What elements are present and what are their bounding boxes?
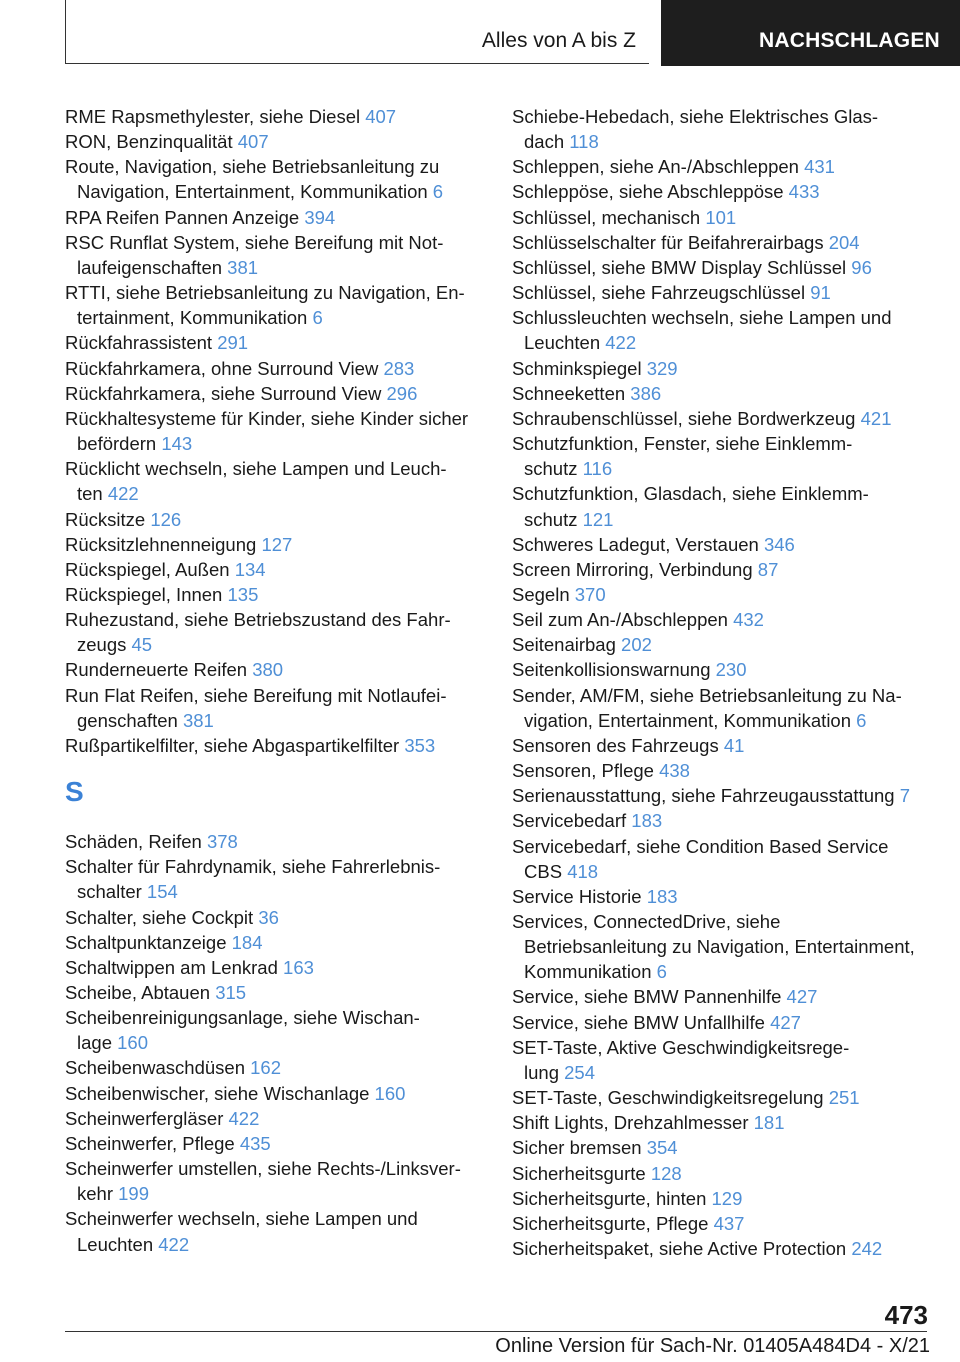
- entry-term: Sicherheitsgurte: [512, 1162, 646, 1184]
- page-reference-link[interactable]: 230: [715, 659, 747, 681]
- page-reference-link[interactable]: 427: [786, 986, 818, 1008]
- entry-term: RON, Benzinqualität: [65, 131, 233, 153]
- index-entry: [65, 930, 485, 955]
- index-entry: [512, 1211, 932, 1236]
- page-reference-link[interactable]: 160: [374, 1082, 406, 1104]
- index-entry: [65, 104, 485, 129]
- header-rule-bottom: [65, 63, 649, 64]
- entry-term-continued: dach: [524, 131, 565, 153]
- entry-term: Schaltpunktanzeige: [65, 931, 227, 953]
- entry-term: Service Historie: [512, 885, 642, 907]
- entry-term: Schutzfunktion, Fenster, siehe Einklemm-: [512, 433, 853, 455]
- index-entry: [65, 1081, 485, 1106]
- index-entry: [65, 230, 485, 280]
- entry-term: Schlussleuchten wechseln, siehe Lampen und: [512, 307, 892, 329]
- entry-term: Rücksitze: [65, 508, 146, 530]
- entry-term: Runderneuerte Reifen: [65, 659, 248, 681]
- index-entry: [512, 1135, 932, 1160]
- entry-term: Service, siehe BMW Unfallhilfe: [512, 1011, 765, 1033]
- index-entry: [512, 632, 932, 657]
- index-entry: [512, 1010, 932, 1035]
- page-reference-link[interactable]: 354: [646, 1137, 678, 1159]
- entry-term-continued: schutz: [524, 508, 578, 530]
- index-entry: [65, 1005, 485, 1055]
- page-reference-link[interactable]: 163: [283, 956, 314, 978]
- page-reference-link[interactable]: 353: [404, 734, 436, 756]
- entry-term: RSC Runflat System, siehe Bereifung mit Not-: [65, 231, 444, 253]
- page-reference-link[interactable]: 127: [261, 533, 293, 555]
- index-entry: [512, 154, 932, 179]
- page-reference-link[interactable]: 160: [117, 1032, 148, 1054]
- entry-term-continued: lung: [524, 1061, 559, 1083]
- entry-term-continued: genschaften: [77, 709, 178, 731]
- entry-term: Schalter für Fahrdynamik, siehe Fahrerlebnis-: [65, 856, 441, 878]
- index-entry: [512, 984, 932, 1009]
- index-entry: [65, 129, 485, 154]
- page-reference-link[interactable]: 204: [828, 231, 860, 253]
- page-reference-link[interactable]: 407: [237, 131, 269, 153]
- page-reference-link[interactable]: 41: [723, 734, 745, 756]
- index-entry: [512, 1161, 932, 1186]
- page-reference-link[interactable]: 101: [705, 206, 737, 228]
- page-reference-link[interactable]: 422: [107, 483, 139, 505]
- entry-term: Schleppöse, siehe Abschleppöse: [512, 181, 784, 203]
- page-reference-link[interactable]: 45: [131, 634, 153, 656]
- section-letter: S: [65, 776, 84, 808]
- page-reference-link[interactable]: 183: [646, 885, 678, 907]
- entry-term-continued: laufeigenschaften: [77, 256, 223, 278]
- footer-rule: [65, 1331, 927, 1332]
- entry-term: Sensoren, Pflege: [512, 760, 654, 782]
- index-entry: [65, 381, 485, 406]
- page-reference-link[interactable]: 6: [856, 709, 867, 731]
- index-entry: [65, 280, 485, 330]
- index-entry: [65, 829, 485, 854]
- entry-term: Schalter, siehe Cockpit: [65, 906, 254, 928]
- page-reference-link[interactable]: 407: [365, 106, 397, 127]
- index-entry: [512, 884, 932, 909]
- page-reference-link[interactable]: 386: [630, 382, 662, 404]
- page-reference-link[interactable]: 381: [227, 256, 259, 278]
- entry-term-continued: vigation, Entertainment, Kommunikation: [524, 709, 852, 731]
- entry-term: Route, Navigation, siehe Betriebsanleitung zu: [65, 156, 440, 178]
- entry-term: Schlüsselschalter für Beifahrerairbags: [512, 231, 824, 253]
- entry-term: Sicherheitspaket, siehe Active Protection: [512, 1238, 847, 1260]
- entry-term: Scheinwerfer wechseln, siehe Lampen und: [65, 1208, 418, 1230]
- entry-term: Rückfahrassistent: [65, 332, 213, 354]
- index-entry: [512, 1186, 932, 1211]
- index-entry: [65, 733, 485, 758]
- entry-term: Schiebe-Hebedach, siehe Elektrisches Glas-: [512, 106, 879, 127]
- entry-term: Scheinwerfer, Pflege: [65, 1132, 235, 1154]
- index-entry: [512, 280, 932, 305]
- header-rule-left: [65, 0, 66, 64]
- page-reference-link[interactable]: 91: [810, 282, 831, 304]
- entry-term: Rücksitzlehnenneigung: [65, 533, 257, 555]
- index-entry: [512, 104, 932, 154]
- page-reference-link[interactable]: 126: [150, 508, 182, 530]
- entry-term: Rückhaltesysteme für Kinder, siehe Kinder sicher: [65, 407, 469, 429]
- index-entry: [65, 330, 485, 355]
- page-reference-link[interactable]: 291: [217, 332, 249, 354]
- page-reference-link[interactable]: 433: [788, 181, 820, 203]
- index-entry: [512, 657, 932, 682]
- entry-term: Servicebedarf: [512, 810, 627, 832]
- index-entry: [512, 557, 932, 582]
- index-entry: [512, 1085, 932, 1110]
- page-reference-link[interactable]: 199: [118, 1183, 150, 1205]
- index-entry: [65, 406, 485, 456]
- entry-term: Schweres Ladegut, Verstauen: [512, 533, 759, 555]
- page-reference-link[interactable]: 346: [763, 533, 795, 555]
- entry-term: RPA Reifen Pannen Anzeige: [65, 206, 300, 228]
- entry-term: Screen Mirroring, Verbindung: [512, 558, 753, 580]
- entry-term: Schlüssel, mechanisch: [512, 206, 701, 228]
- entry-term: SET-Taste, Geschwindigkeitsregelung: [512, 1087, 824, 1109]
- page-reference-link[interactable]: 296: [386, 382, 418, 404]
- index-entry: [65, 607, 485, 657]
- page-reference-link[interactable]: 422: [605, 332, 637, 354]
- entry-term: RME Rapsmethylester, siehe Diesel: [65, 106, 361, 127]
- page-reference-link[interactable]: 129: [711, 1187, 743, 1209]
- entry-term: Schutzfunktion, Glasdach, siehe Einklemm-: [512, 483, 869, 505]
- entry-term: Seitenkollisionswarnung: [512, 659, 711, 681]
- entry-term: Scheibenwaschdüsen: [65, 1057, 245, 1079]
- index-entry: [512, 205, 932, 230]
- entry-term: Seitenairbag: [512, 634, 616, 656]
- index-entry: [512, 808, 932, 833]
- page-number: 473: [884, 1300, 928, 1330]
- index-entry: [512, 381, 932, 406]
- chapter-tab: [661, 0, 960, 66]
- page-reference-link[interactable]: 418: [567, 860, 599, 882]
- page-reference-link[interactable]: 135: [227, 583, 259, 605]
- page-reference-link[interactable]: 202: [621, 634, 652, 656]
- page-reference-link[interactable]: 370: [574, 583, 606, 605]
- page-reference-link[interactable]: 181: [753, 1112, 785, 1134]
- entry-term: Sicherheitsgurte, Pflege: [512, 1212, 709, 1234]
- index-entry: [512, 305, 932, 355]
- entry-term: Schneeketten: [512, 382, 626, 404]
- index-entry: [512, 1035, 932, 1085]
- index-entry: [512, 1236, 932, 1261]
- page-reference-link[interactable]: 143: [161, 433, 193, 455]
- page-reference-link[interactable]: 6: [312, 307, 323, 329]
- index-entry: [512, 406, 932, 431]
- page-reference-link[interactable]: 116: [582, 458, 613, 480]
- entry-term: Schäden, Reifen: [65, 831, 202, 853]
- entry-term: Sicher bremsen: [512, 1137, 642, 1159]
- entry-term: Sender, AM/FM, siehe Betriebsanleitung zu Na-: [512, 684, 902, 706]
- index-entries-r: [65, 104, 485, 758]
- index-entry: [512, 783, 932, 808]
- index-entry: [65, 205, 485, 230]
- page-reference-link[interactable]: 251: [828, 1087, 860, 1109]
- entry-term-continued: befördern: [77, 433, 157, 455]
- index-entry: [512, 758, 932, 783]
- entry-term: Scheibenreinigungsanlage, siehe Wischan-: [65, 1007, 420, 1029]
- index-entry: [65, 557, 485, 582]
- entry-term: Shift Lights, Drehzahlmesser: [512, 1112, 749, 1134]
- page-reference-link[interactable]: 162: [250, 1057, 282, 1079]
- index-entry: [65, 683, 485, 733]
- entry-term-continued: kehr: [77, 1183, 113, 1205]
- index-entry: [65, 532, 485, 557]
- index-entry: [65, 154, 485, 204]
- entry-term: Ruhezustand, siehe Betriebszustand des Fahr-: [65, 609, 451, 631]
- page-reference-link[interactable]: 381: [182, 709, 214, 731]
- page-reference-link[interactable]: 378: [206, 831, 238, 853]
- entry-term-continued: schalter: [77, 881, 142, 903]
- index-entries-s: [65, 829, 485, 1257]
- entry-term: Scheibenwischer, siehe Wischanlage: [65, 1082, 370, 1104]
- page-reference-link[interactable]: 432: [733, 609, 764, 631]
- entry-term: Rückfahrkamera, siehe Surround View: [65, 382, 382, 404]
- index-entry: [512, 431, 932, 481]
- entry-term: Schlüssel, siehe BMW Display Schlüssel: [512, 256, 847, 278]
- entry-term-continued: Kommunikation: [524, 961, 652, 983]
- index-column-left: [65, 104, 485, 1257]
- entry-term-continued: Leuchten: [524, 332, 601, 354]
- page-reference-link[interactable]: 96: [851, 256, 872, 278]
- index-entry: [512, 909, 932, 984]
- page-reference-link[interactable]: 329: [646, 357, 678, 379]
- index-entry: [65, 1131, 485, 1156]
- entry-term: Rücklicht wechseln, siehe Lampen und Leuch-: [65, 458, 447, 480]
- entry-term-continued: tertainment, Kommunikation: [77, 307, 308, 329]
- page-reference-link[interactable]: 121: [582, 508, 614, 530]
- index-entry: [512, 1110, 932, 1135]
- entry-term-continued: Leuchten: [77, 1233, 154, 1255]
- entry-term-continued: zeugs: [77, 634, 127, 656]
- entry-term: Schminkspiegel: [512, 357, 642, 379]
- page-reference-link[interactable]: 380: [252, 659, 284, 681]
- entry-term: Segeln: [512, 583, 570, 605]
- index-entry: [65, 1055, 485, 1080]
- entry-term: Sicherheitsgurte, hinten: [512, 1187, 707, 1209]
- entry-term: Schleppen, siehe An-/Abschleppen: [512, 156, 799, 178]
- index-entry: [65, 854, 485, 904]
- page-reference-link[interactable]: 87: [757, 558, 779, 580]
- index-entry: [512, 255, 932, 280]
- entry-term: Scheinwerfergläser: [65, 1107, 224, 1129]
- page-reference-link[interactable]: 36: [258, 906, 279, 928]
- entry-term-continued: schutz: [524, 458, 578, 480]
- page-reference-link[interactable]: 242: [851, 1238, 883, 1260]
- entry-term: Rückspiegel, Außen: [65, 558, 230, 580]
- page-reference-link[interactable]: 254: [564, 1061, 595, 1083]
- index-entry: [65, 582, 485, 607]
- index-entry: [512, 481, 932, 531]
- index-entry: [65, 980, 485, 1005]
- index-entry: [512, 733, 932, 758]
- entry-term: Run Flat Reifen, siehe Bereifung mit Notlaufei-: [65, 684, 447, 706]
- entry-term: Servicebedarf, siehe Condition Based Service: [512, 835, 889, 857]
- page-reference-link[interactable]: 118: [569, 131, 599, 153]
- page-reference-link[interactable]: 427: [770, 1011, 801, 1033]
- page-reference-link[interactable]: 437: [713, 1212, 745, 1234]
- page-reference-link[interactable]: 128: [650, 1162, 682, 1184]
- index-entry: [65, 456, 485, 506]
- page-reference-link[interactable]: 283: [383, 357, 415, 379]
- index-entry: [65, 657, 485, 682]
- entry-term-continued: ten: [77, 483, 103, 505]
- online-version-note: Online Version für Sach-Nr. 01405A484D4 - X/21: [495, 1335, 930, 1357]
- entry-term-continued: lage: [77, 1032, 112, 1054]
- entry-term: Schraubenschlüssel, siehe Bordwerkzeug: [512, 407, 856, 429]
- entry-term: Rückfahrkamera, ohne Surround View: [65, 357, 379, 379]
- entry-term: Schlüssel, siehe Fahrzeugschlüssel: [512, 282, 806, 304]
- index-entry: [512, 834, 932, 884]
- index-entry: [512, 230, 932, 255]
- index-entry: [65, 1206, 485, 1256]
- entry-term: Serienausstattung, siehe Fahrzeugausstattung: [512, 785, 895, 807]
- entry-term: Schaltwippen am Lenkrad: [65, 956, 278, 978]
- entry-term: Scheinwerfer umstellen, siehe Rechts-/Linksver-: [65, 1158, 461, 1180]
- index-entry: [512, 532, 932, 557]
- entry-term-continued: CBS: [524, 860, 563, 882]
- index-entry: [512, 683, 932, 733]
- index-entry: [512, 356, 932, 381]
- page-reference-link[interactable]: 422: [158, 1233, 190, 1255]
- page-reference-link[interactable]: 7: [899, 785, 911, 807]
- entry-term-continued: Navigation, Entertainment, Kommunikation: [77, 181, 428, 203]
- page-reference-link[interactable]: 154: [146, 881, 178, 903]
- page-reference-link[interactable]: 6: [432, 181, 444, 203]
- entry-term: Scheibe, Abtauen: [65, 982, 211, 1003]
- entry-term: Seil zum An-/Abschleppen: [512, 609, 728, 631]
- index-entry: [65, 1106, 485, 1131]
- entry-term: Rückspiegel, Innen: [65, 583, 223, 605]
- entry-term: Services, ConnectedDrive, siehe: [512, 911, 781, 932]
- page-reference-link[interactable]: 435: [239, 1132, 271, 1154]
- page-reference-link[interactable]: 183: [631, 810, 663, 832]
- entry-term: SET-Taste, Aktive Geschwindigkeitsrege-: [512, 1036, 850, 1058]
- section-title: Alles von A bis Z: [481, 29, 636, 52]
- page-reference-link[interactable]: 422: [228, 1107, 260, 1129]
- page-reference-link[interactable]: 394: [304, 206, 336, 228]
- entry-term: Sensoren des Fahrzeugs: [512, 734, 719, 756]
- index-entry: [512, 607, 932, 632]
- page-reference-link[interactable]: 431: [804, 156, 835, 178]
- index-entry: [65, 905, 485, 930]
- index-entry: [512, 179, 932, 204]
- page-reference-link[interactable]: 134: [234, 558, 266, 580]
- page-reference-link[interactable]: 421: [860, 407, 892, 429]
- index-column-right: [512, 104, 932, 1261]
- index-entry: [65, 1156, 485, 1206]
- page-reference-link[interactable]: 184: [231, 931, 263, 953]
- index-entry: [65, 507, 485, 532]
- page-reference-link[interactable]: 6: [656, 961, 667, 983]
- entry-term: RTTI, siehe Betriebsanleitung zu Navigation, En-: [65, 282, 465, 304]
- page-reference-link[interactable]: 315: [215, 982, 247, 1003]
- index-entries-s-continued: [512, 104, 932, 1261]
- entry-term: Rußpartikelfilter, siehe Abgaspartikelfilter: [65, 734, 400, 756]
- entry-term-continued: Betriebsanleitung zu Navigation, Entertainment,: [524, 936, 915, 958]
- index-entry: [65, 955, 485, 980]
- index-entry: [512, 582, 932, 607]
- page-reference-link[interactable]: 438: [659, 760, 690, 782]
- index-entry: [65, 356, 485, 381]
- entry-term: Service, siehe BMW Pannenhilfe: [512, 986, 782, 1008]
- chapter-title: NACHSCHLAGEN: [759, 29, 940, 52]
